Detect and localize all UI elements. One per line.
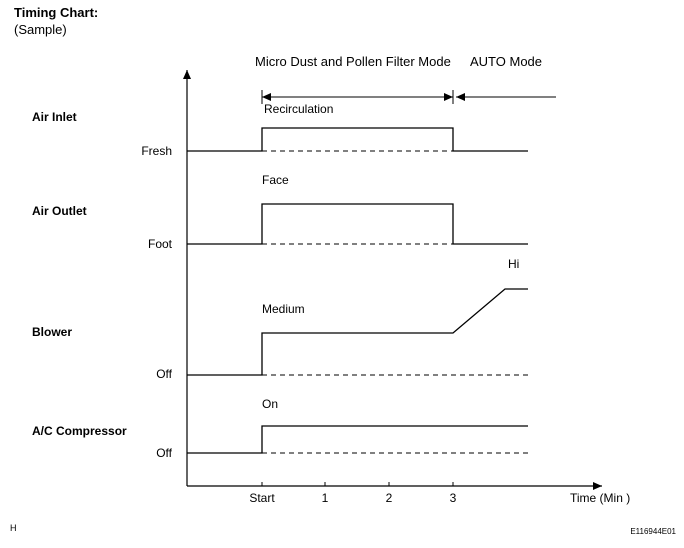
tick-2: 2 xyxy=(385,491,393,505)
chart-title: Timing Chart: xyxy=(14,5,99,20)
time-axis-label: Time (Min ) xyxy=(570,491,631,505)
footer-left-mark: H xyxy=(10,523,17,533)
air-outlet-signal xyxy=(187,204,528,244)
air-inlet-signal xyxy=(187,128,528,151)
air-outlet-high-label: Face xyxy=(262,173,289,187)
air-inlet-high-label: Recirculation xyxy=(264,102,334,116)
tick-1: 1 xyxy=(321,491,329,505)
ac-compressor-low-label: Off xyxy=(156,446,172,460)
air-outlet-label: Air Outlet xyxy=(32,204,87,218)
auto-mode-label: AUTO Mode xyxy=(470,54,543,69)
blower-low-label: Off xyxy=(156,367,172,381)
air-inlet-low-label: Fresh xyxy=(141,144,172,158)
tick-3: 3 xyxy=(449,491,457,505)
chart-subtitle: (Sample) xyxy=(14,22,67,37)
figure-code: E116944E01 xyxy=(630,527,676,536)
micro-dust-mode-label: Micro Dust and Pollen Filter Mode xyxy=(255,54,451,69)
ac-compressor-high-label: On xyxy=(262,397,279,411)
air-outlet-low-label: Foot xyxy=(147,237,172,251)
ac-compressor-signal xyxy=(187,426,528,453)
blower-top-label: Hi xyxy=(508,257,520,271)
blower-signal xyxy=(187,289,528,375)
blower-high-label: Medium xyxy=(262,302,305,316)
blower-label: Blower xyxy=(32,325,73,339)
tick-start: Start xyxy=(249,491,275,505)
air-inlet-label: Air Inlet xyxy=(32,110,77,124)
ac-compressor-label: A/C Compressor xyxy=(32,424,127,438)
